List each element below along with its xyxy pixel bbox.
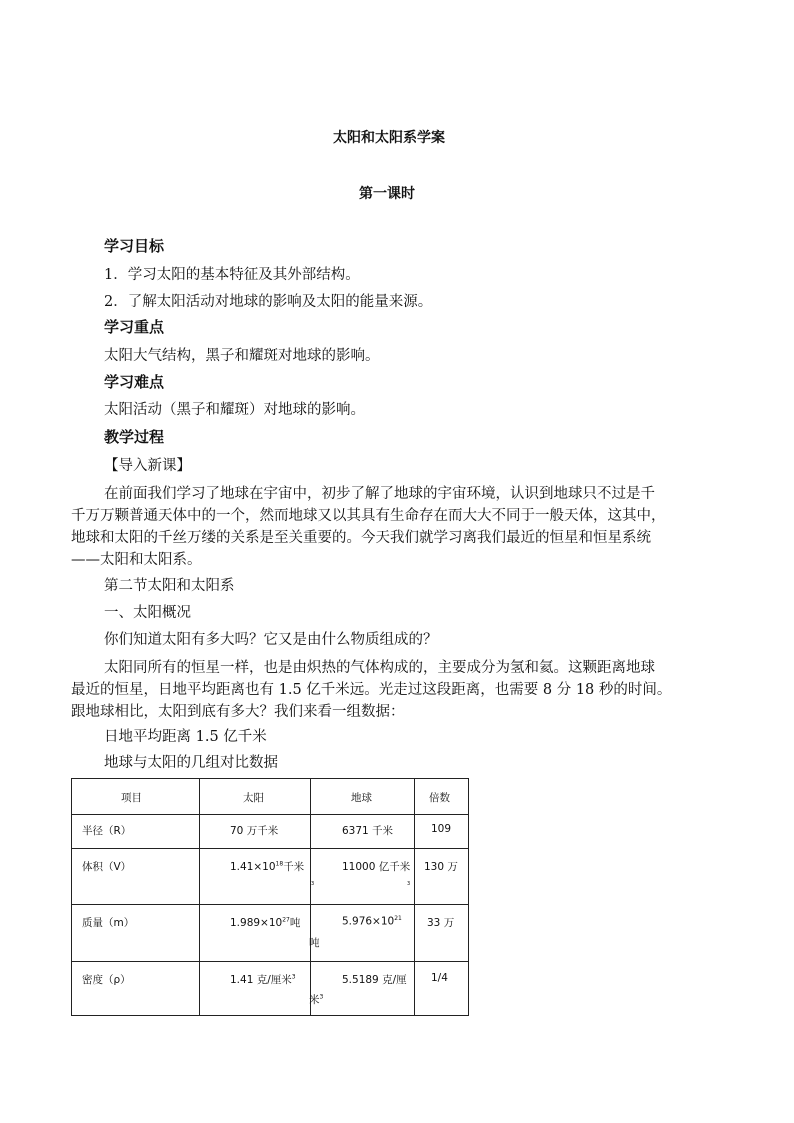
section-title: 第二节太阳和太阳系 — [104, 578, 235, 594]
question-text: 你们知道太阳有多大吗？它又是由什么物质组成的？ — [104, 632, 438, 648]
key-text: 太阳大气结构，黑子和耀斑对地球的影响。 — [104, 348, 380, 364]
header-earth: 地球 — [351, 792, 372, 804]
goal-item-2: 2．了解太阳活动对地球的影响及太阳的能量来源。 — [104, 294, 433, 310]
table-row — [72, 962, 469, 1016]
header-sun: 太阳 — [243, 792, 264, 804]
difficulty-text: 太阳活动（黑子和耀斑）对地球的影响。 — [104, 402, 365, 418]
comparison-table — [71, 778, 469, 1016]
table-header-row — [72, 779, 469, 815]
cell-sun: $1.41\times 10^{18}$千米 — [230, 860, 305, 873]
cell-earth: 5.5189 克/厘 — [342, 974, 407, 986]
table-row — [72, 849, 469, 905]
header-item: 项目 — [121, 792, 142, 804]
cell-item: 半径（R） — [82, 825, 132, 837]
cell-ratio: 1/4 — [431, 972, 448, 984]
cell-earth: 6371 千米 — [342, 825, 394, 837]
distance-line: 日地平均距离 1.5 亿千米 — [104, 729, 267, 745]
cell-item: 密度（ρ） — [82, 974, 131, 986]
document-subtitle: 第一课时 — [359, 186, 415, 202]
cell-sun-mark: 3 — [311, 881, 315, 887]
table-caption: 地球与太阳的几组对比数据 — [104, 755, 278, 771]
key-heading: 学习重点 — [104, 318, 165, 336]
cell-sun: 70 万千米 — [230, 825, 279, 837]
cell-earth-tail: 吨 — [309, 937, 320, 949]
intro-line-1: 在前面我们学习了地球在宇宙中，初步了解了地球的宇宙环境，认识到地球只不过是千 — [104, 486, 655, 502]
goal-item-1: 1．学习太阳的基本特征及其外部结构。 — [104, 267, 360, 283]
process-heading: 教学过程 — [104, 428, 165, 446]
header-ratio: 倍数 — [429, 792, 450, 804]
intro-line-2: 千万万颗普通天体中的一个，然而地球又以其具有生命存在而大大不同于一般天体，这其中， — [71, 508, 666, 524]
cell-sun: $1.989\times 10^{27}$吨 — [230, 916, 301, 929]
difficulty-heading: 学习难点 — [104, 373, 165, 391]
sun-line-1: 太阳同所有的恒星一样，也是由炽热的气体构成的，主要成分为氢和氦。这颗距离地球 — [104, 660, 655, 676]
cell-earth: 11000 亿千米 — [342, 861, 411, 873]
cell-item: 体积（V） — [82, 861, 132, 873]
cell-sun: 1.41 克/厘米$^3$ — [230, 973, 296, 986]
cell-item: 质量（m） — [82, 917, 135, 929]
sun-line-2: 最近的恒星，日地平均距离也有 1.5 亿千米远。光走过这段距离，也需要 8 分 18 秒的时间。 — [71, 682, 672, 698]
cell-earth-mark: 3 — [407, 881, 411, 887]
intro-line-4: ——太阳和太阳系。 — [71, 552, 202, 568]
intro-line-3: 地球和太阳的千丝万缕的关系是至关重要的。今天我们就学习离我们最近的恒星和恒星系统 — [71, 530, 651, 546]
cell-ratio: 33 万 — [427, 917, 455, 929]
subsection-title: 一、太阳概况 — [104, 605, 191, 621]
intro-label: 【导入新课】 — [104, 458, 191, 474]
cell-earth-tail: 米$^3$ — [309, 993, 324, 1006]
cell-ratio: 130 万 — [424, 861, 458, 873]
cell-earth: $5.976\times 10^{21}$ — [342, 915, 402, 928]
table-row — [72, 905, 469, 962]
goals-heading: 学习目标 — [104, 237, 165, 255]
document-title: 太阳和太阳系学案 — [333, 130, 445, 146]
cell-ratio: 109 — [431, 823, 452, 835]
table-row — [72, 815, 469, 849]
sun-line-3: 跟地球相比，太阳到底有多大？我们来看一组数据： — [71, 704, 405, 720]
